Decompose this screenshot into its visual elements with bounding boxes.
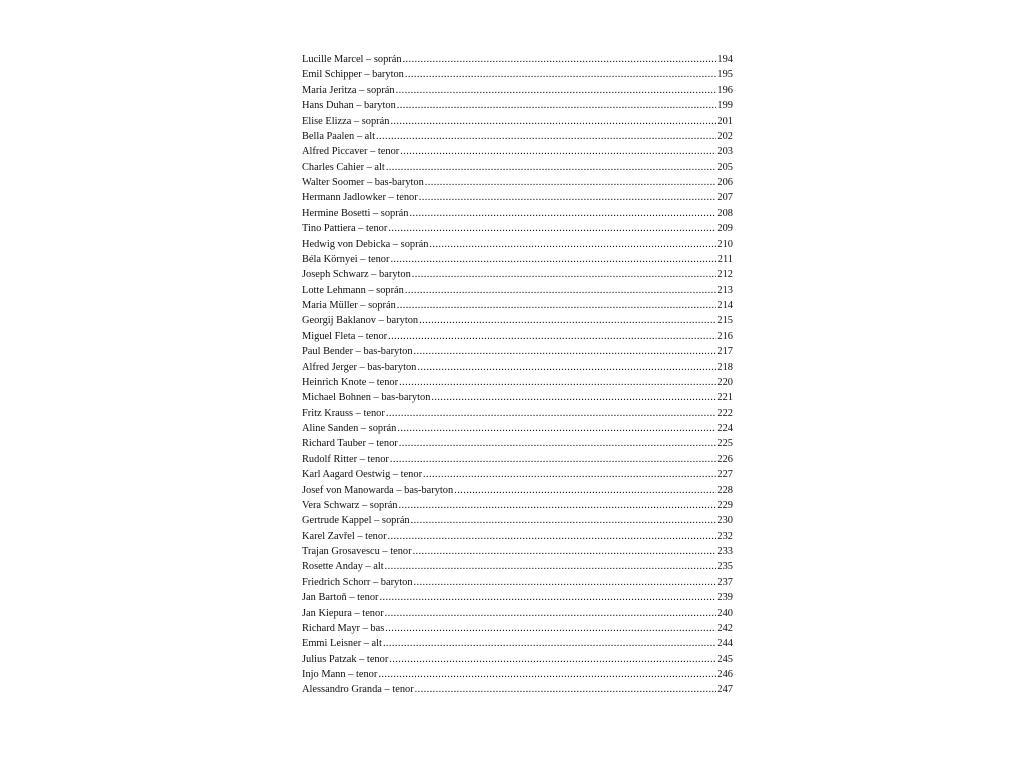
dot-leader <box>411 513 717 528</box>
toc-entry <box>302 98 733 113</box>
toc-entry <box>302 67 733 82</box>
toc-entry-name: Vera Schwarz – soprán <box>302 499 398 511</box>
toc-entry <box>302 175 733 190</box>
toc-entry-page-number: 239 <box>717 592 733 604</box>
toc-entry-name: Rudolf Ritter – tenor <box>302 453 389 465</box>
toc-entry <box>302 160 733 175</box>
toc-entry-name: Fritz Krauss – tenor <box>302 407 385 419</box>
dot-leader <box>403 52 717 67</box>
toc-entry-page-number: 203 <box>717 146 733 158</box>
toc-entry-name: Miguel Fleta – tenor <box>302 330 388 342</box>
toc-entry-page-number: 225 <box>717 438 733 450</box>
dot-leader <box>405 283 717 298</box>
toc-entry-name: Walter Soomer – bas-baryton <box>302 177 424 188</box>
toc-entry-page-number: 247 <box>717 684 733 696</box>
toc-entry-page-number: 218 <box>717 361 733 373</box>
dot-leader <box>417 360 716 375</box>
toc-entry-page-number: 217 <box>717 346 733 358</box>
toc-entry-page-number: 228 <box>717 484 733 496</box>
toc-entry-page-number: 209 <box>717 223 733 235</box>
toc-entry-name: Karl Aagard Oestwig – tenor <box>302 469 423 481</box>
dot-leader <box>405 67 717 82</box>
toc-entry-page-number: 220 <box>717 376 733 388</box>
dot-leader <box>388 529 717 544</box>
toc-entry-page-number: 240 <box>717 607 733 619</box>
toc-entry-name: Michael Bohnen – bas-baryton <box>302 392 431 404</box>
toc-entry-page-number: 221 <box>717 392 733 404</box>
toc-entry <box>302 144 733 159</box>
toc-entry-name: Alfred Jerger – bas-baryton <box>302 361 417 373</box>
toc-entry-page-number: 233 <box>717 546 733 557</box>
toc-entry-name: Injo Mann – tenor <box>302 669 378 680</box>
toc-entry-page-number: 226 <box>717 453 733 465</box>
dot-leader <box>386 406 717 421</box>
toc-entry-name: Hermine Bosetti – soprán <box>302 207 409 219</box>
dot-leader <box>376 129 716 144</box>
toc-entry-name: Emmi Leisner – alt <box>302 638 382 650</box>
toc-entry-name: Karel Zavřel – tenor <box>302 530 387 542</box>
toc-entry-name: Charles Cahier – alt <box>302 161 385 173</box>
toc-entry <box>302 129 733 144</box>
toc-entry-name: Alfred Piccaver – tenor <box>302 146 400 158</box>
toc-entry-name: Trajan Grosavescu – tenor <box>302 546 412 557</box>
toc-entry <box>302 206 733 221</box>
toc-entry-page-number: 227 <box>717 469 733 481</box>
toc-entry-page-number: 195 <box>717 69 733 81</box>
toc-entry <box>302 83 733 98</box>
toc-entry-name: Rosette Anday – alt <box>302 561 384 573</box>
toc-entry <box>302 606 733 621</box>
toc-entry-name: Heinrich Knote – tenor <box>302 376 399 388</box>
dot-leader <box>383 636 716 651</box>
toc-entry <box>302 529 733 544</box>
toc-entry-page-number: 224 <box>717 423 733 434</box>
toc-entry-page-number: 211 <box>717 253 733 265</box>
toc-entry-page-number: 212 <box>717 269 733 281</box>
dot-leader <box>409 206 716 221</box>
toc-entry <box>302 329 733 344</box>
dot-leader <box>419 190 717 205</box>
toc-entry-page-number: 244 <box>717 638 733 650</box>
toc-entry <box>302 436 733 451</box>
dot-leader <box>378 667 716 682</box>
toc-entry-page-number: 246 <box>717 669 733 680</box>
dot-leader <box>385 621 716 636</box>
toc-entry-name: Tino Pattiera – tenor <box>302 223 388 235</box>
toc-entry <box>302 375 733 390</box>
dot-leader <box>397 298 717 313</box>
dot-leader <box>399 375 716 390</box>
toc-entry <box>302 621 733 636</box>
toc-entry-name: Friedrich Schorr – baryton <box>302 576 413 588</box>
dot-leader <box>388 329 716 344</box>
toc-entry-page-number: 222 <box>717 407 733 419</box>
toc-entry-name: Georgij Baklanov – baryton <box>302 315 419 327</box>
toc-entry-name: Hans Duhan – baryton <box>302 100 396 112</box>
dot-leader <box>423 467 716 482</box>
dot-leader <box>385 559 717 574</box>
table-of-contents <box>302 52 733 698</box>
toc-entry <box>302 360 733 375</box>
dot-leader <box>386 160 717 175</box>
dot-leader <box>413 544 717 559</box>
dot-leader <box>431 390 716 405</box>
dot-leader <box>414 575 717 590</box>
toc-entry <box>302 313 733 328</box>
toc-entry-page-number: 235 <box>717 561 733 573</box>
toc-entry-name: Richard Mayr – bas <box>302 622 385 634</box>
toc-entry-page-number: 242 <box>717 622 733 634</box>
toc-entry-page-number: 229 <box>717 499 733 511</box>
dot-leader <box>390 252 716 267</box>
dot-leader <box>390 452 717 467</box>
toc-entry <box>302 237 733 252</box>
dot-leader <box>399 436 717 451</box>
toc-entry <box>302 283 733 298</box>
toc-entry-name: Béla Környei – tenor <box>302 253 390 265</box>
toc-entry-page-number: 208 <box>717 207 733 219</box>
dot-leader <box>379 590 716 605</box>
toc-entry <box>302 513 733 528</box>
toc-entry <box>302 190 733 205</box>
dot-leader <box>397 98 717 113</box>
toc-entry-name: Jan Bartoň – tenor <box>302 592 379 604</box>
dot-leader <box>454 483 716 498</box>
toc-entry <box>302 636 733 651</box>
toc-entry-page-number: 196 <box>717 84 733 96</box>
toc-entry <box>302 559 733 574</box>
toc-entry-name: Lotte Lehmann – soprán <box>302 284 404 296</box>
toc-entry <box>302 267 733 282</box>
toc-entry-name: Gertrude Kappel – soprán <box>302 515 410 527</box>
dot-leader <box>412 267 717 282</box>
toc-entry-page-number: 216 <box>717 330 733 342</box>
toc-entry-page-number: 206 <box>717 177 733 188</box>
toc-entry <box>302 406 733 421</box>
toc-entry <box>302 667 733 682</box>
toc-entry-name: Richard Tauber – tenor <box>302 438 398 450</box>
dot-leader <box>419 313 716 328</box>
toc-entry-page-number: 205 <box>717 161 733 173</box>
toc-entry-name: Joseph Schwarz – baryton <box>302 269 411 281</box>
toc-entry <box>302 652 733 667</box>
toc-entry-name: Alessandro Granda – tenor <box>302 684 414 696</box>
dot-leader <box>425 175 717 190</box>
toc-entry <box>302 252 733 267</box>
toc-entry-page-number: 201 <box>717 115 733 127</box>
toc-entry-name: Paul Bender – bas-baryton <box>302 346 413 358</box>
toc-entry <box>302 452 733 467</box>
toc-entry-name: Julius Patzak – tenor <box>302 653 389 665</box>
toc-entry-page-number: 245 <box>717 653 733 665</box>
toc-entry-page-number: 210 <box>717 238 733 250</box>
dot-leader <box>399 498 717 513</box>
toc-entry-page-number: 194 <box>717 54 733 65</box>
toc-entry <box>302 575 733 590</box>
toc-entry-name: Elise Elizza – soprán <box>302 115 390 127</box>
toc-entry-page-number: 199 <box>717 100 733 112</box>
toc-entry <box>302 52 733 67</box>
toc-entry-name: Jan Kiepura – tenor <box>302 607 384 619</box>
dot-leader <box>396 83 717 98</box>
dot-leader <box>415 682 717 697</box>
toc-entry-name: Emil Schipper – baryton <box>302 69 404 81</box>
toc-entry-name: Hermann Jadlowker – tenor <box>302 192 418 204</box>
toc-entry-name: Maria Jeritza – soprán <box>302 84 395 96</box>
toc-entry <box>302 344 733 359</box>
toc-entry <box>302 298 733 313</box>
dot-leader <box>390 114 716 129</box>
dot-leader <box>388 221 716 236</box>
dot-leader <box>414 344 717 359</box>
toc-entry-name: Maria Müller – soprán <box>302 300 396 311</box>
toc-entry-page-number: 215 <box>717 315 733 327</box>
toc-entry-page-number: 232 <box>717 530 733 542</box>
toc-entry <box>302 483 733 498</box>
toc-entry <box>302 221 733 236</box>
toc-entry-page-number: 213 <box>717 284 733 296</box>
toc-entry-page-number: 237 <box>717 576 733 588</box>
dot-leader <box>429 237 716 252</box>
toc-entry <box>302 498 733 513</box>
toc-entry-page-number: 207 <box>717 192 733 204</box>
toc-entry-page-number: 214 <box>717 300 733 311</box>
dot-leader <box>385 606 717 621</box>
toc-entry-page-number: 202 <box>717 130 733 142</box>
toc-entry <box>302 421 733 436</box>
toc-entry-name: Josef von Manowarda – bas-baryton <box>302 484 454 496</box>
toc-entry <box>302 590 733 605</box>
toc-entry <box>302 114 733 129</box>
dot-leader <box>389 652 716 667</box>
dot-leader <box>400 144 716 159</box>
dot-leader <box>397 421 716 436</box>
toc-entry-name: Bella Paalen – alt <box>302 130 375 142</box>
toc-entry <box>302 390 733 405</box>
toc-entry <box>302 467 733 482</box>
toc-entry-name: Hedwig von Debicka – soprán <box>302 238 429 250</box>
toc-entry-name: Lucille Marcel – soprán <box>302 54 402 65</box>
toc-entry-name: Aline Sanden – soprán <box>302 423 397 434</box>
toc-entry <box>302 544 733 559</box>
toc-entry-page-number: 230 <box>717 515 733 527</box>
toc-entry <box>302 682 733 697</box>
